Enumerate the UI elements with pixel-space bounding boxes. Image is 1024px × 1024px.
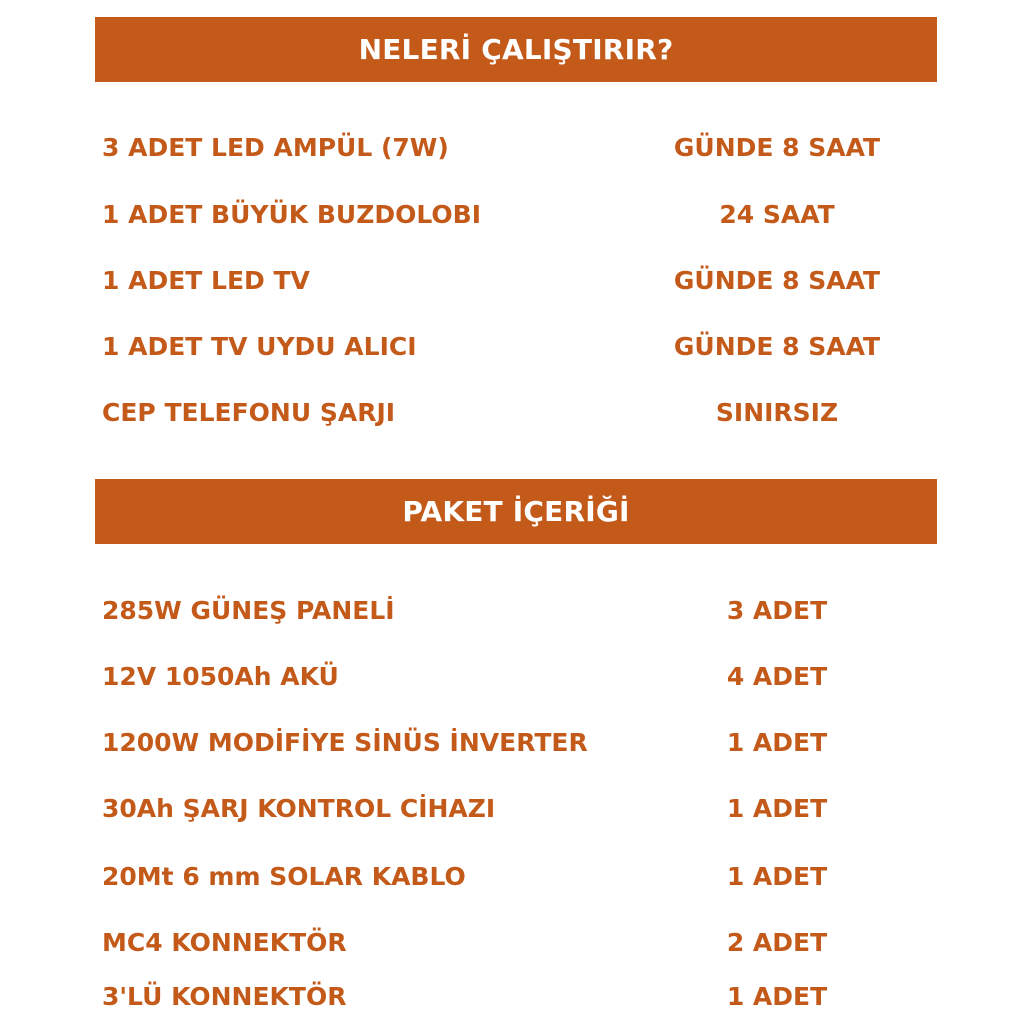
usage-row: [102, 261, 922, 301]
usage-row-value: SINIRSIZ: [715, 398, 839, 427]
usage-row-value: GÜNDE 8 SAAT: [673, 133, 881, 162]
usage-row-value: 24 SAAT: [719, 200, 835, 229]
package-row-label: 20Mt 6 mm SOLAR KABLO: [102, 862, 466, 891]
package-row-label: 3'LÜ KONNEKTÖR: [102, 982, 347, 1011]
package-row: [102, 657, 922, 697]
package-row: [102, 977, 922, 1017]
package-row: [102, 923, 922, 963]
package-row: [102, 723, 922, 763]
usage-row-value: GÜNDE 8 SAAT: [673, 332, 881, 361]
usage-row: [102, 128, 922, 168]
usage-row-label: 1 ADET LED TV: [102, 266, 310, 295]
package-row-label: 30Ah ŞARJ KONTROL CİHAZI: [102, 794, 496, 823]
package-row-value: 2 ADET: [726, 928, 828, 957]
package-row-label: 285W GÜNEŞ PANELİ: [102, 596, 395, 625]
package-row-value: 1 ADET: [726, 862, 828, 891]
usage-row-label: 3 ADET LED AMPÜL (7W): [102, 133, 449, 162]
package-section-title: PAKET İÇERİĞİ: [95, 479, 937, 544]
package-row-value: 4 ADET: [726, 662, 828, 691]
package-row: [102, 591, 922, 631]
usage-row-label: CEP TELEFONU ŞARJI: [102, 398, 396, 427]
package-row-label: 1200W MODİFİYE SİNÜS İNVERTER: [102, 728, 588, 757]
package-row-value: 3 ADET: [726, 596, 828, 625]
package-row: [102, 789, 922, 829]
package-row-label: MC4 KONNEKTÖR: [102, 928, 347, 957]
package-row: [102, 857, 922, 897]
package-row-value: 1 ADET: [726, 794, 828, 823]
package-row-value: 1 ADET: [726, 728, 828, 757]
usage-row-label: 1 ADET TV UYDU ALICI: [102, 332, 417, 361]
usage-row: [102, 327, 922, 367]
package-row-value: 1 ADET: [726, 982, 828, 1011]
package-row-label: 12V 1050Ah AKÜ: [102, 662, 339, 691]
usage-row-value: GÜNDE 8 SAAT: [673, 266, 881, 295]
usage-row-label: 1 ADET BÜYÜK BUZDOLOBI: [102, 200, 482, 229]
usage-row: [102, 195, 922, 235]
usage-section-title: NELERİ ÇALIŞTIRIR?: [95, 17, 937, 82]
usage-row: [102, 393, 922, 433]
